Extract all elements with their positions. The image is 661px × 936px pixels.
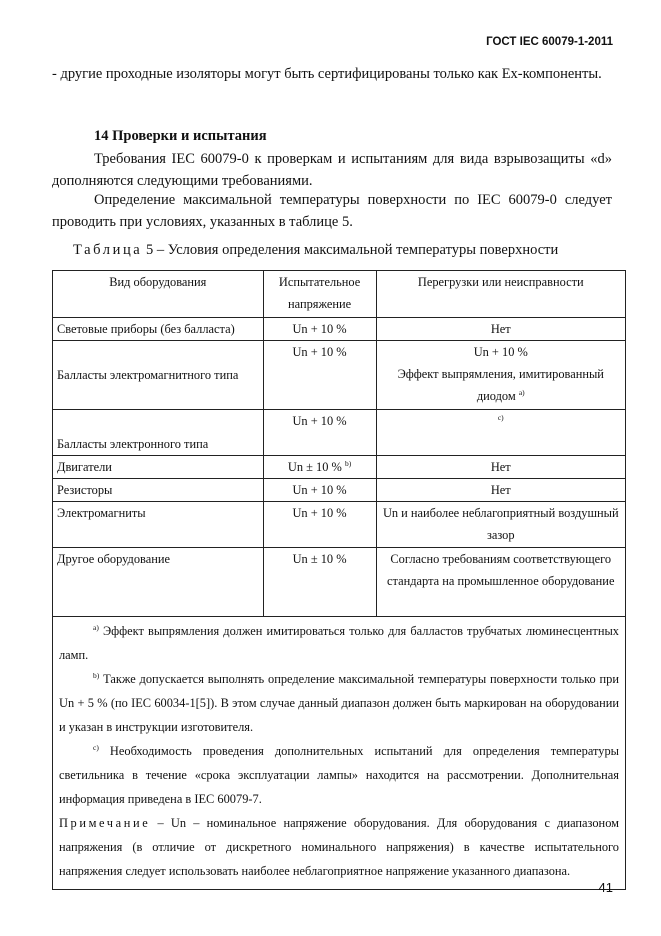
table-row	[53, 502, 626, 548]
cell-voltage: Un ± 10 % $^{b)}$	[263, 456, 376, 479]
cell-voltage: Un + 10 %	[263, 479, 376, 502]
header-faults: Перегрузки или неисправности	[376, 271, 625, 318]
caption-text: 5 – Условия определения максимальной температуры поверхности	[142, 242, 559, 258]
table-note: Примечание – Un – номинальное напряжение оборудования. Для оборудования с диапазоном напряжения (в отличие от дискретного номинального напряжения) в качестве испытательного напряжения следует использовать наиболее неблагоприятное напряжение указанного диапазона.	[59, 816, 619, 878]
cell-voltage: Un + 10 %	[263, 341, 376, 410]
fault-voltage: Un + 10 %	[473, 345, 528, 359]
cell-voltage: Un ± 10 %	[263, 548, 376, 617]
conditions-table	[52, 270, 626, 890]
cell-equipment: Двигатели	[53, 456, 264, 479]
cell-equipment: Балласты электронного типа	[53, 410, 264, 456]
caption-word: Таблица	[73, 242, 143, 258]
cell-voltage: Un + 10 %	[263, 410, 376, 456]
paragraph-requirements: Требования IEC 60079-0 к проверкам и испытаниям для вида взрывозащиты «d» дополняются следующими требованиями.	[52, 151, 612, 189]
cell-faults	[376, 410, 625, 456]
table-row	[53, 318, 626, 341]
table-row	[53, 548, 626, 617]
table-row	[53, 410, 626, 456]
table-row	[53, 479, 626, 502]
header-voltage: Испытательное напряжение	[263, 271, 376, 318]
cell-equipment: Резисторы	[53, 479, 264, 502]
cell-equipment: Другое оборудование	[53, 548, 264, 617]
cell-voltage: Un + 10 %	[263, 318, 376, 341]
cell-faults: Согласно требованиям соответствующего стандарта на промышленное оборудование	[376, 548, 625, 617]
page-number: 41	[598, 880, 613, 895]
footnote-b-ref: b)	[344, 459, 352, 468]
cell-faults	[376, 341, 625, 410]
paragraph-temperature: Определение максимальной температуры поверхности по IEC 60079-0 следует проводить при условиях, указанных в таблице 5.	[52, 192, 612, 230]
footnote-a-ref: a)	[518, 388, 525, 397]
document-header: ГОСТ IEC 60079-1-2011	[486, 36, 613, 48]
footnote-c: $^{c)}$ Необходимость проведения дополнительных испытаний для определения температуры светильника в течение «срока эксплуатации лампы» находится на рассмотрении. Дополнительная информация приведена в IEC 60079-7.	[59, 743, 619, 806]
footnote-a: $^{a)}$ Эффект выпрямления должен имитироваться только для балластов трубчатых люминесцентных ламп.	[59, 623, 619, 662]
table-notes	[53, 617, 626, 890]
table-header-row	[53, 271, 626, 318]
cell-equipment: Световые приборы (без балласта)	[53, 318, 264, 341]
fault-rectification: Эффект выпрямления, имитированный диодом $^{a)}$	[397, 367, 604, 403]
cell-faults: Un и наиболее неблагоприятный воздушный зазор	[376, 502, 625, 548]
cell-equipment: Балласты электромагнитного типа	[53, 341, 264, 410]
table-notes-row	[53, 617, 626, 890]
cell-voltage: Un + 10 %	[263, 502, 376, 548]
cell-equipment: Электромагниты	[53, 502, 264, 548]
table-row	[53, 341, 626, 410]
table-row	[53, 456, 626, 479]
table-caption	[73, 242, 558, 259]
cell-faults: Нет	[376, 456, 625, 479]
cell-faults: Нет	[376, 479, 625, 502]
footnote-c-ref: c)	[497, 413, 504, 422]
header-equipment: Вид оборудования	[53, 271, 264, 318]
footnote-b: $^{b)}$ Также допускается выполнять определение максимальной температуры поверхности только при Un + 5 % (по IEC 60034-1[5]). В этом случае данный диапазон должен быть маркирован на оборудовании и указан в инструкции изготовителя.	[59, 671, 619, 734]
paragraph-insulators: - другие проходные изоляторы могут быть сертифицированы только как Ex-компоненты.	[52, 66, 602, 82]
cell-faults: Нет	[376, 318, 625, 341]
section-title: 14 Проверки и испытания	[94, 128, 267, 144]
